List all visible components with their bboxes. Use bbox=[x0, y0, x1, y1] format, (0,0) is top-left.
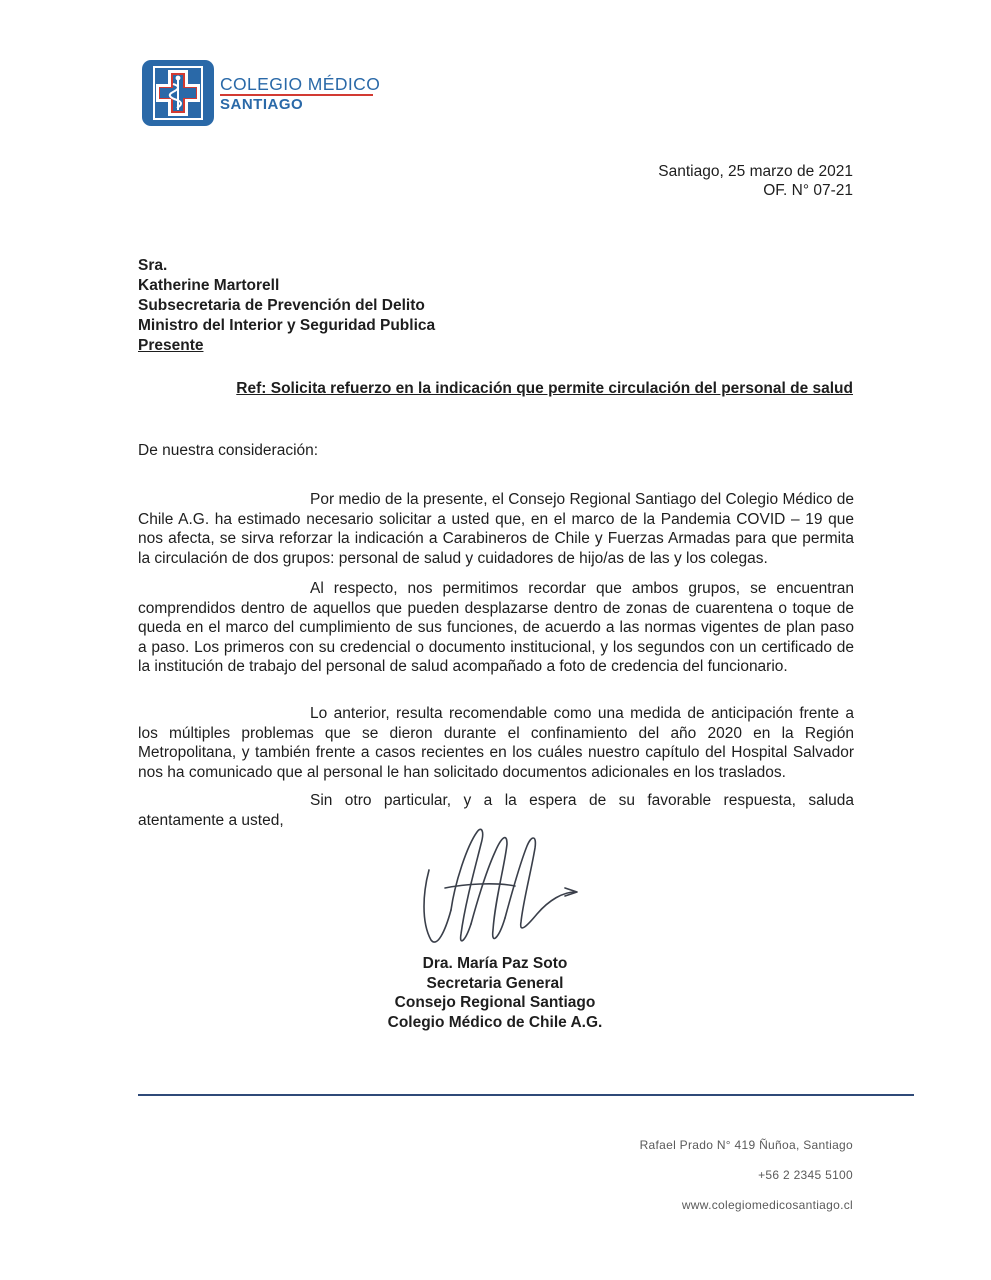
footer-website-link[interactable]: www.colegiomedicosantiago.cl bbox=[681, 1198, 853, 1212]
recipient-title: Sra. bbox=[138, 257, 168, 274]
footer-address: Rafael Prado N° 419 Ñuñoa, Santiago bbox=[639, 1138, 853, 1152]
footer-contact bbox=[640, 1135, 853, 1225]
body-paragraph-4-text: Sin otro particular, y a la espera de su favorable respuesta, saluda atentamente a usted, bbox=[138, 792, 854, 829]
signer-role: Secretaria General bbox=[426, 974, 564, 992]
body-paragraph-3-text: Lo anterior, resulta recomendable como una medida de anticipación frente a los múltiples problemas que se dieron durante el confinamiento del año 2020 en la Región Metropolitana, y también frente a casos recientes en los cuáles nuestro capítulo del Hospital Salvador nos ha comunicado que al personal le han solicitado documentos adicionales en los traslados. bbox=[138, 705, 854, 781]
body-paragraph-1 bbox=[138, 490, 854, 568]
body-paragraph-2-text: Al respecto, nos permitimos recordar que ambos grupos, se encuentran comprendidos dentro de aquellos que pueden desplazarse dentro de zonas de cuarentena o toque de queda en el marco del cumplimiento de sus funciones, de acuerdo a las normas vigentes de plan paso a paso. Los primeros con su credencial o documento institucional, y los segundos con un certificado de la institución de trabajo del personal de salud acompañado a foto de credencia del funcionario. bbox=[138, 580, 854, 675]
recipient-position: Subsecretaria de Prevención del Delito bbox=[138, 297, 425, 314]
body-paragraph-3 bbox=[138, 704, 854, 782]
office-number: OF. N° 07-21 bbox=[763, 182, 853, 199]
signer-organization: Colegio Médico de Chile A.G. bbox=[387, 1013, 603, 1031]
reference-line: Ref: Solicita refuerzo en la indicación que permite circulación del personal de salud bbox=[236, 380, 853, 397]
footer-divider bbox=[138, 1094, 914, 1096]
body-paragraph-1-text: Por medio de la presente, el Consejo Regional Santiago del Colegio Médico de Chile A.G. ha estimado necesario solicitar a usted que, en el marco de la Pandemia COVID – 19 que nos afecta, se sirva reforzar la indicación a Carabineros de Chile y Fuerzas Armadas para que permita la circulación de dos grupos: personal de salud y cuidadores de hijo/as de las y los colegas. bbox=[138, 491, 854, 567]
body-paragraph-2 bbox=[138, 579, 854, 677]
logo-line-colegio-medico: COLEGIO MÉDICO bbox=[220, 74, 381, 94]
recipient-ministry: Ministro del Interior y Seguridad Publica bbox=[138, 317, 436, 334]
recipient-block bbox=[138, 256, 435, 356]
footer-phone: +56 2 2345 5100 bbox=[758, 1168, 853, 1182]
signer-name: Dra. María Paz Soto bbox=[422, 955, 568, 972]
recipient-name: Katherine Martorell bbox=[138, 277, 280, 294]
signer-block bbox=[368, 954, 622, 1032]
logo-line-santiago: SANTIAGO bbox=[220, 96, 304, 113]
salutation: De nuestra consideración: bbox=[138, 442, 319, 459]
signer-council: Consejo Regional Santiago bbox=[394, 994, 596, 1011]
organization-logo bbox=[142, 60, 381, 126]
recipient-presente: Presente bbox=[138, 337, 204, 354]
colegio-medico-emblem-icon bbox=[142, 60, 214, 126]
date-block bbox=[658, 162, 853, 200]
place-date: Santiago, 25 marzo de 2021 bbox=[658, 163, 853, 180]
handwritten-signature bbox=[415, 822, 585, 952]
